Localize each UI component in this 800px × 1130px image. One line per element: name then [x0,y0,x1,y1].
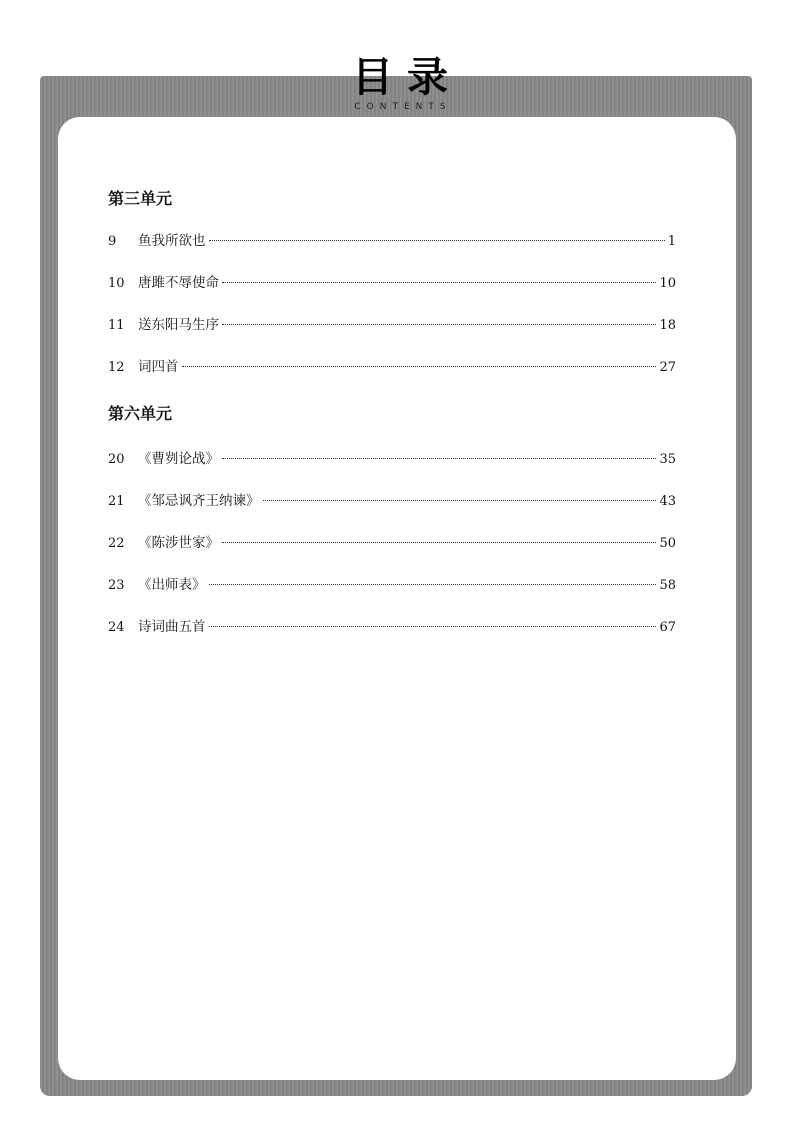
section-heading-unit-3: 第三单元 [108,189,173,208]
toc-entry[interactable] [108,491,676,511]
toc-entry[interactable] [108,273,676,293]
entry-title: 唐雎不辱使命 [138,275,219,291]
entry-page: 18 [659,318,676,333]
entry-title: 《出师表》 [138,577,206,593]
entry-number: 23 [108,578,125,593]
entry-page: 1 [667,234,676,249]
entry-title: 诗词曲五首 [138,619,206,635]
entry-page: 67 [659,620,676,635]
content-panel [58,117,736,1080]
entry-page: 35 [659,452,676,467]
entry-page: 43 [659,494,676,509]
dot-leader [209,625,657,627]
dot-leader [209,239,665,241]
entry-number: 21 [108,494,125,509]
entry-number: 9 [108,234,117,249]
dot-leader [182,365,657,367]
toc-entry[interactable] [108,617,676,637]
toc-entry[interactable] [108,315,676,335]
entry-title: 《陈涉世家》 [138,535,219,551]
entry-page: 27 [659,360,676,375]
entry-number: 24 [108,620,125,635]
section-heading-unit-6: 第六单元 [108,404,173,423]
page-title: 目录 [352,53,462,101]
dot-leader [263,499,657,501]
entry-title: 词四首 [138,359,179,375]
entry-number: 12 [108,360,125,375]
dot-leader [222,541,656,543]
toc-entry[interactable] [108,533,676,553]
entry-page: 10 [659,276,676,291]
toc-entry[interactable] [108,231,676,251]
dot-leader [209,583,657,585]
toc-entry[interactable] [108,575,676,595]
page-subtitle: CONTENTS [354,102,452,112]
entry-title: 鱼我所欲也 [138,233,206,249]
entry-number: 11 [108,318,125,333]
dot-leader [222,457,656,459]
entry-number: 22 [108,536,125,551]
entry-title: 送东阳马生序 [138,317,219,333]
entry-number: 20 [108,452,125,467]
toc-entry[interactable] [108,357,676,377]
entry-title: 《曹刿论战》 [138,451,219,467]
entry-page: 58 [659,578,676,593]
entry-number: 10 [108,276,125,291]
dot-leader [222,281,656,283]
entry-title: 《邹忌讽齐王纳谏》 [138,493,260,509]
entry-page: 50 [659,536,676,551]
toc-entry[interactable] [108,449,676,469]
dot-leader [222,323,656,325]
